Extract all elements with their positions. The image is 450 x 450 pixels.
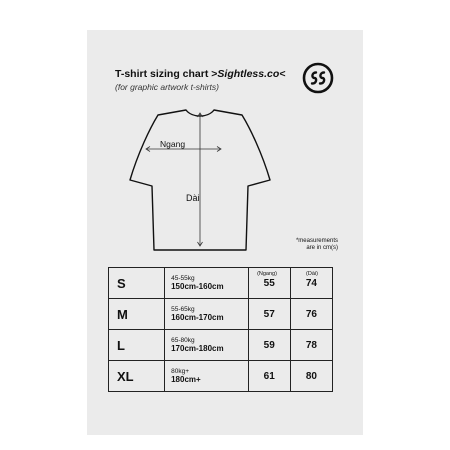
size-cell: M	[109, 299, 165, 330]
height-range: 180cm+	[171, 375, 201, 384]
size-cell: L	[109, 330, 165, 361]
measurement-note	[288, 238, 338, 252]
weight-range: 80kg+	[171, 368, 190, 375]
table-row	[109, 268, 333, 299]
table-row	[109, 330, 333, 361]
column-header-length: (Dài)	[306, 271, 318, 277]
size-cell: S	[109, 268, 165, 299]
tshirt-diagram	[100, 108, 340, 258]
width-label: Ngang	[160, 139, 186, 149]
length-value: 74	[290, 268, 332, 299]
height-range: 170cm-180cm	[171, 344, 224, 353]
table-row	[109, 299, 333, 330]
note-line-1: *measurements	[295, 238, 338, 244]
length-value: 76	[290, 299, 332, 330]
body-range-cell	[165, 299, 249, 330]
body-range-cell	[165, 361, 249, 392]
column-header-width: (Ngang)	[257, 271, 277, 277]
length-value: 78	[290, 330, 332, 361]
length-value: 80	[290, 361, 332, 392]
weight-range: 45-55kg	[171, 275, 195, 282]
width-value: 55	[248, 268, 290, 299]
title-prefix: T-shirt sizing chart >	[115, 68, 218, 80]
width-value: 57	[248, 299, 290, 330]
weight-range: 65-80kg	[171, 337, 195, 344]
body-range-cell	[165, 330, 249, 361]
ss-logo-icon	[302, 62, 334, 94]
table-row	[109, 361, 333, 392]
width-value: 61	[248, 361, 290, 392]
weight-range: 55-65kg	[171, 306, 195, 313]
note-line-2: are in cm(s)	[306, 245, 338, 251]
title-brand: Sightless.co<	[217, 68, 286, 80]
body-range-cell	[165, 268, 249, 299]
height-range: 150cm-160cm	[171, 282, 224, 291]
length-label: Dài	[186, 193, 200, 203]
width-value: 59	[248, 330, 290, 361]
size-table	[108, 267, 333, 392]
chart-subtitle: (for graphic artwork t-shirts)	[115, 82, 219, 92]
size-cell: XL	[109, 361, 165, 392]
chart-title	[115, 68, 285, 80]
height-range: 160cm-170cm	[171, 313, 224, 322]
